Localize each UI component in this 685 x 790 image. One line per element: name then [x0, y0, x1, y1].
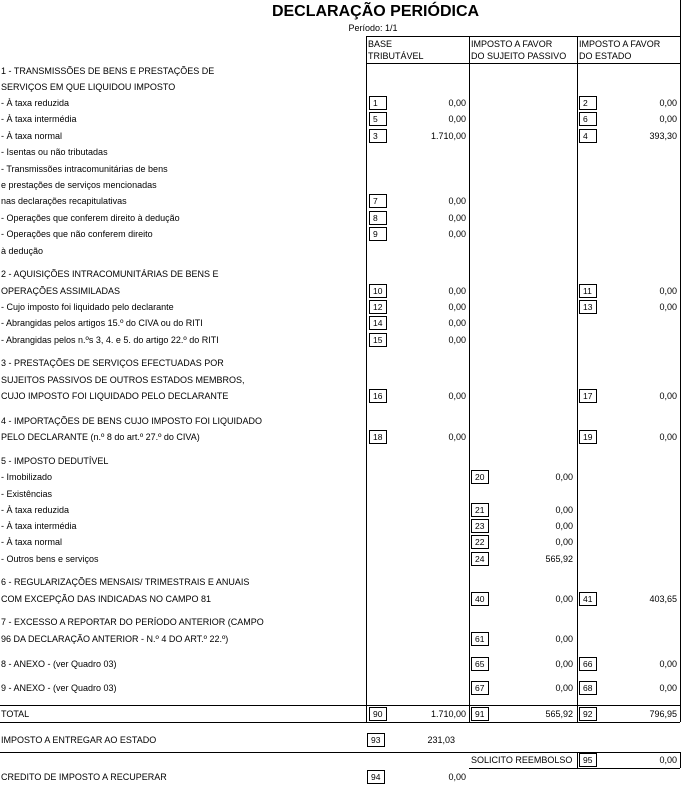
- field-box-9: 9: [369, 227, 387, 241]
- q5-heading: 5 - IMPOSTO DEDUTÍVEL: [1, 456, 109, 466]
- field-value-10: 0,00: [448, 286, 466, 296]
- field-box-16: 16: [369, 389, 387, 403]
- field-value-16: 0,00: [448, 391, 466, 401]
- field-value-61: 0,00: [555, 634, 573, 644]
- field-box-40: 40: [471, 592, 489, 606]
- q1-heading-line2: SERVIÇOS EM QUE LIQUIDOU IMPOSTO: [1, 82, 176, 92]
- field-box-24: 24: [471, 552, 489, 566]
- q4-heading-line2: PELO DECLARANTE (n.º 8 do art.º 27.º do CIVA): [1, 432, 200, 442]
- column-border-estado: [577, 36, 578, 722]
- q1-intracomunitarias-label-1: - Transmissões intracomunitárias de bens: [1, 164, 168, 174]
- field-box-5: 5: [369, 112, 387, 126]
- field-value-92: 796,95: [649, 709, 677, 719]
- q5-imobilizado-label: - Imobilizado: [1, 472, 53, 482]
- field-box-17: 17: [579, 389, 597, 403]
- imposto-entregar-label: IMPOSTO A ENTREGAR AO ESTADO: [1, 735, 157, 745]
- field-value-7: 0,00: [448, 196, 466, 206]
- total-row-top-border: [0, 705, 680, 706]
- q1-sem-deducao-label-2: à dedução: [1, 246, 44, 256]
- field-value-90: 1.710,00: [430, 709, 466, 719]
- field-box-61: 61: [471, 632, 489, 646]
- field-value-8: 0,00: [448, 213, 466, 223]
- field-box-66: 66: [579, 657, 597, 671]
- header-sujeito-passivo-line1: IMPOSTO A FAVOR: [471, 39, 553, 49]
- q1-taxa-normal-label: - À taxa normal: [1, 131, 63, 141]
- field-value-9: 0,00: [448, 229, 466, 239]
- field-value-67: 0,00: [555, 683, 573, 693]
- field-value-66: 0,00: [659, 659, 677, 669]
- field-box-1: 1: [369, 96, 387, 110]
- field-box-21: 21: [471, 503, 489, 517]
- field-box-22: 22: [471, 535, 489, 549]
- field-box-10: 10: [369, 284, 387, 298]
- field-box-18: 18: [369, 430, 387, 444]
- page-title: DECLARAÇÃO PERIÓDICA: [271, 3, 480, 20]
- field-value-23: 0,00: [555, 521, 573, 531]
- field-value-4: 393,30: [649, 131, 677, 141]
- reembolso-right-border: [680, 752, 681, 768]
- field-box-23: 23: [471, 519, 489, 533]
- field-value-6: 0,00: [659, 114, 677, 124]
- table-border-top: [366, 36, 680, 37]
- total-label: TOTAL: [1, 709, 30, 719]
- field-box-93: 93: [367, 733, 385, 747]
- field-box-68: 68: [579, 681, 597, 695]
- total-row-bottom-border: [0, 722, 680, 723]
- column-border-base: [366, 36, 367, 722]
- field-box-90: 90: [369, 707, 387, 721]
- q5-outros-bens-label: - Outros bens e serviços: [1, 554, 99, 564]
- field-box-15: 15: [369, 333, 387, 347]
- field-value-91: 565,92: [545, 709, 573, 719]
- header-estado-line2: DO ESTADO: [579, 51, 632, 61]
- q1-taxa-reduzida-label: - À taxa reduzida: [1, 98, 70, 108]
- field-box-19: 19: [579, 430, 597, 444]
- reembolso-bottom-border: [469, 768, 680, 769]
- q1-intracomunitarias-label-3: nas declarações recapitulativas: [1, 196, 127, 206]
- field-box-12: 12: [369, 300, 387, 314]
- q9-anexo-label: 9 - ANEXO - (ver Quadro 03): [1, 683, 117, 693]
- field-value-5: 0,00: [448, 114, 466, 124]
- field-box-91: 91: [471, 707, 489, 721]
- summary-divider: [0, 752, 680, 753]
- field-value-1: 0,00: [448, 98, 466, 108]
- field-box-11: 11: [579, 284, 597, 298]
- field-box-6: 6: [579, 112, 597, 126]
- q1-isentas-label: - Isentas ou não tributadas: [1, 147, 108, 157]
- field-value-11: 0,00: [659, 286, 677, 296]
- header-base-line2: TRIBUTÁVEL: [368, 51, 424, 61]
- field-value-93: 231,03: [427, 735, 455, 745]
- field-box-20: 20: [471, 470, 489, 484]
- q1-sem-deducao-label-1: - Operações que não conferem direito: [1, 229, 153, 239]
- field-value-14: 0,00: [448, 318, 466, 328]
- period-label: Período: 1/1: [348, 23, 398, 33]
- q3-heading-line2: SUJEITOS PASSIVOS DE OUTROS ESTADOS MEMBROS,: [1, 375, 245, 385]
- field-value-21: 0,00: [555, 505, 573, 515]
- q5-taxa-intermedia-label: - À taxa intermédia: [1, 521, 77, 531]
- field-box-65: 65: [471, 657, 489, 671]
- field-box-67: 67: [471, 681, 489, 695]
- solicito-reembolso-label: SOLICITO REEMBOLSO: [471, 755, 573, 765]
- q1-heading-line1: 1 - TRANSMISSÕES DE BENS E PRESTAÇÕES DE: [1, 66, 215, 76]
- field-box-13: 13: [579, 300, 597, 314]
- q5-existencias-label: - Existências: [1, 489, 53, 499]
- q7-heading-line1: 7 - EXCESSO A REPORTAR DO PERÍODO ANTERIOR (CAMPO: [1, 617, 264, 627]
- field-box-2: 2: [579, 96, 597, 110]
- field-box-92: 92: [579, 707, 597, 721]
- q1-intracomunitarias-label-2: e prestações de serviços mencionadas: [1, 180, 157, 190]
- credito-imposto-label: CREDITO DE IMPOSTO A RECUPERAR: [1, 772, 167, 782]
- field-value-68: 0,00: [659, 683, 677, 693]
- q4-heading-line1: 4 - IMPORTAÇÕES DE BENS CUJO IMPOSTO FOI LIQUIDADO: [1, 416, 263, 426]
- field-box-8: 8: [369, 211, 387, 225]
- field-value-40: 0,00: [555, 594, 573, 604]
- field-value-65: 0,00: [555, 659, 573, 669]
- table-border-right: [680, 0, 681, 722]
- field-value-24: 565,92: [545, 554, 573, 564]
- field-value-2: 0,00: [659, 98, 677, 108]
- field-box-7: 7: [369, 194, 387, 208]
- q6-heading-line2: COM EXCEPÇÃO DAS INDICADAS NO CAMPO 81: [1, 594, 212, 604]
- q6-heading-line1: 6 - REGULARIZAÇÕES MENSAIS/ TRIMESTRAIS E ANUAIS: [1, 577, 250, 587]
- field-box-94: 94: [367, 770, 385, 784]
- q5-taxa-reduzida-label: - À taxa reduzida: [1, 505, 70, 515]
- field-box-41: 41: [579, 592, 597, 606]
- header-base-line1: BASE: [368, 39, 393, 49]
- q1-taxa-intermedia-label: - À taxa intermédia: [1, 114, 77, 124]
- q2-cujo-imposto-label: - Cujo imposto foi liquidado pelo declarante: [1, 302, 174, 312]
- q3-heading-line1: 3 - PRESTAÇÕES DE SERVIÇOS EFECTUADAS POR: [1, 358, 224, 368]
- field-value-13: 0,00: [659, 302, 677, 312]
- column-border-sujeito-passivo: [469, 36, 470, 722]
- field-value-41: 403,65: [649, 594, 677, 604]
- field-value-22: 0,00: [555, 537, 573, 547]
- q7-heading-line2: 96 DA DECLARAÇÃO ANTERIOR - N.º 4 DO ART.º 22.º): [1, 634, 229, 644]
- field-value-95: 0,00: [659, 755, 677, 765]
- q3-heading-line3: CUJO IMPOSTO FOI LIQUIDADO PELO DECLARANTE: [1, 391, 229, 401]
- field-box-3: 3: [369, 129, 387, 143]
- q1-com-deducao-label: - Operações que conferem direito à dedução: [1, 213, 180, 223]
- field-value-17: 0,00: [659, 391, 677, 401]
- field-value-20: 0,00: [555, 472, 573, 482]
- field-value-12: 0,00: [448, 302, 466, 312]
- field-value-3: 1.710,00: [430, 131, 466, 141]
- field-box-95: 95: [579, 753, 597, 767]
- q2-art15-label: - Abrangidas pelos artigos 15.º do CIVA ou do RITI: [1, 318, 203, 328]
- field-value-19: 0,00: [659, 432, 677, 442]
- field-value-18: 0,00: [448, 432, 466, 442]
- header-estado-line1: IMPOSTO A FAVOR: [579, 39, 661, 49]
- q2-art22-label: - Abrangidas pelos n.ºs 3, 4. e 5. do artigo 22.º do RITI: [1, 335, 219, 345]
- header-underline: [366, 63, 680, 64]
- reembolso-divider: [577, 752, 578, 768]
- header-sujeito-passivo-line2: DO SUJEITO PASSIVO: [471, 51, 567, 61]
- field-box-4: 4: [579, 129, 597, 143]
- field-value-15: 0,00: [448, 335, 466, 345]
- field-value-94: 0,00: [448, 772, 466, 782]
- q5-taxa-normal-label: - À taxa normal: [1, 537, 63, 547]
- q2-heading-line1: 2 - AQUISIÇÕES INTRACOMUNITÁRIAS DE BENS E: [1, 269, 219, 279]
- field-box-14: 14: [369, 316, 387, 330]
- q8-anexo-label: 8 - ANEXO - (ver Quadro 03): [1, 659, 117, 669]
- q2-heading-line2: OPERAÇÕES ASSIMILADAS: [1, 286, 121, 296]
